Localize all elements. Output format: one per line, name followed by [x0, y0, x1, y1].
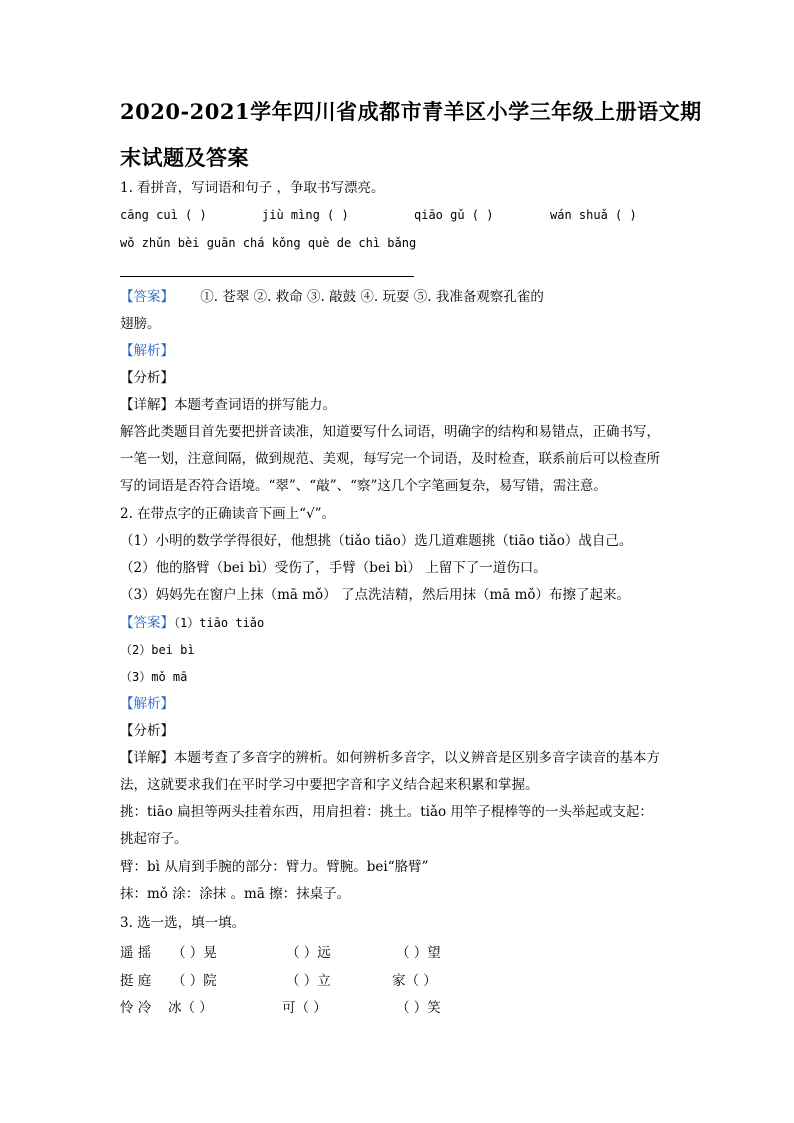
q1-para1: 解答此类题目首先要把拼音读准，知道要写什么词语，明确字的结构和易错点，正确书写， — [120, 424, 660, 440]
q3-row1-blank3: （ ）望 — [396, 945, 441, 961]
q2-tiao-2: 挑起帘子。 — [120, 831, 188, 847]
q2-answer — [120, 613, 264, 633]
q3-row2-blank2: （ ）立 — [286, 973, 331, 989]
doc-title-line1: 2020-2021学年四川省成都市青羊区小学三年级上册语文期 — [120, 99, 702, 124]
q1-answer-cont: 翅膀。 — [120, 316, 161, 332]
q3-row2-blank1: （ ）院 — [172, 973, 217, 989]
q3-row1-blank2: （ ）远 — [286, 945, 331, 961]
q3-row3-chars: 怜 冷 — [120, 1000, 152, 1016]
q2-detail: 【详解】本题考查了多音字的辨析。如何辨析多音字，以义辨音是区别多音字读音的基本方 — [120, 750, 660, 766]
q3-row1-chars: 遥 摇 — [120, 945, 152, 961]
doc-title-line2: 末试题及答案 — [120, 145, 249, 170]
q3-row3-blank1: 冰（ ） — [168, 1000, 213, 1016]
answer-1: （1）tiāo tiǎo — [174, 616, 265, 630]
q3-prompt: 3. 选一选，填一填。 — [120, 915, 246, 931]
q1-sentence-pinyin: wǒ zhǔn bèi guān chá kǒng què de chì bǎng — [120, 236, 417, 250]
q1-para2: 一笔一划，注意间隔，做到规范、美观，每写完一个词语，及时检查，联系前后可以检查所 — [120, 451, 660, 467]
q2-fenxi: 【分析】 — [120, 723, 174, 739]
answer-label: 【答案】 — [120, 289, 174, 305]
q2-mo: 抹：mǒ 涂：涂抹 。mā 擦：抹桌子。 — [120, 886, 351, 902]
q2-tiao-1: 挑：tiāo 扁担等两头挂着东西，用肩担着：挑土。tiǎo 用竿子棍棒等的一头举起或支起： — [120, 804, 653, 820]
q2-sentence-1: （1）小明的数学学得很好，他想挑（tiǎo tiāo）选几道难题挑（tiāo tiǎo）战自己。 — [120, 533, 633, 549]
q2-jiexi: 【解析】 — [120, 696, 174, 712]
q1-para3: 写的词语是否符合语境。“翠”、“敲”、“察”这几个字笔画复杂，易写错，需注意。 — [120, 478, 607, 494]
q1-detail: 【详解】本题考查词语的拼写能力。 — [120, 397, 336, 413]
q1-prompt: 1. 看拼音，写词语和句子 ，争取书写漂亮。 — [120, 180, 385, 196]
q2-detail-2: 法，这就要求我们在平时学习中要把字音和字义结合起来积累和掌握。 — [120, 777, 539, 793]
answer-label: 【答案】 — [120, 615, 174, 631]
q3-row1-blank1: （ ）晃 — [172, 945, 217, 961]
answer-text: ①. 苍翠 ②. 救命 ③. 敲鼓 ④. 玩耍 ⑤. 我准备观察孔雀的 — [200, 289, 544, 305]
q2-answer-3: （3）mǒ mā — [120, 670, 188, 684]
q2-sentence-3: （3）妈妈先在窗户上抹（mā mǒ） 了点洗洁精，然后用抹（mā mǒ）布擦了起来。 — [120, 587, 631, 603]
q1-fenxi: 【分析】 — [120, 370, 174, 386]
q3-row2-chars: 挺 庭 — [120, 973, 152, 989]
q3-row3-blank2: 可（ ） — [282, 1000, 327, 1016]
q3-row2-blank3: 家（ ） — [392, 973, 437, 989]
q2-sentence-2: （2）他的胳臂（bei bì）受伤了，手臂（bei bì） 上留下了一道伤口。 — [120, 560, 547, 576]
q1-pinyin-2: jiù mìng ( ) — [262, 208, 349, 222]
answer-underline — [120, 276, 414, 277]
q1-pinyin-4: wán shuǎ ( ) — [550, 208, 637, 222]
q1-answer — [120, 287, 544, 307]
q1-jiexi: 【解析】 — [120, 343, 174, 359]
q2-bi: 臂：bì 从肩到手腕的部分：臂力。臂腕。bei“胳臂” — [120, 859, 429, 875]
q3-row3-blank3: （ ）笑 — [396, 1000, 441, 1016]
q2-prompt: 2. 在带点字的正确读音下画上“√”。 — [120, 506, 336, 522]
q1-pinyin-1: cāng cuì ( ) — [120, 208, 207, 222]
q2-answer-2: （2）bei bì — [120, 643, 195, 657]
q1-pinyin-3: qiāo gǔ ( ) — [414, 208, 494, 222]
